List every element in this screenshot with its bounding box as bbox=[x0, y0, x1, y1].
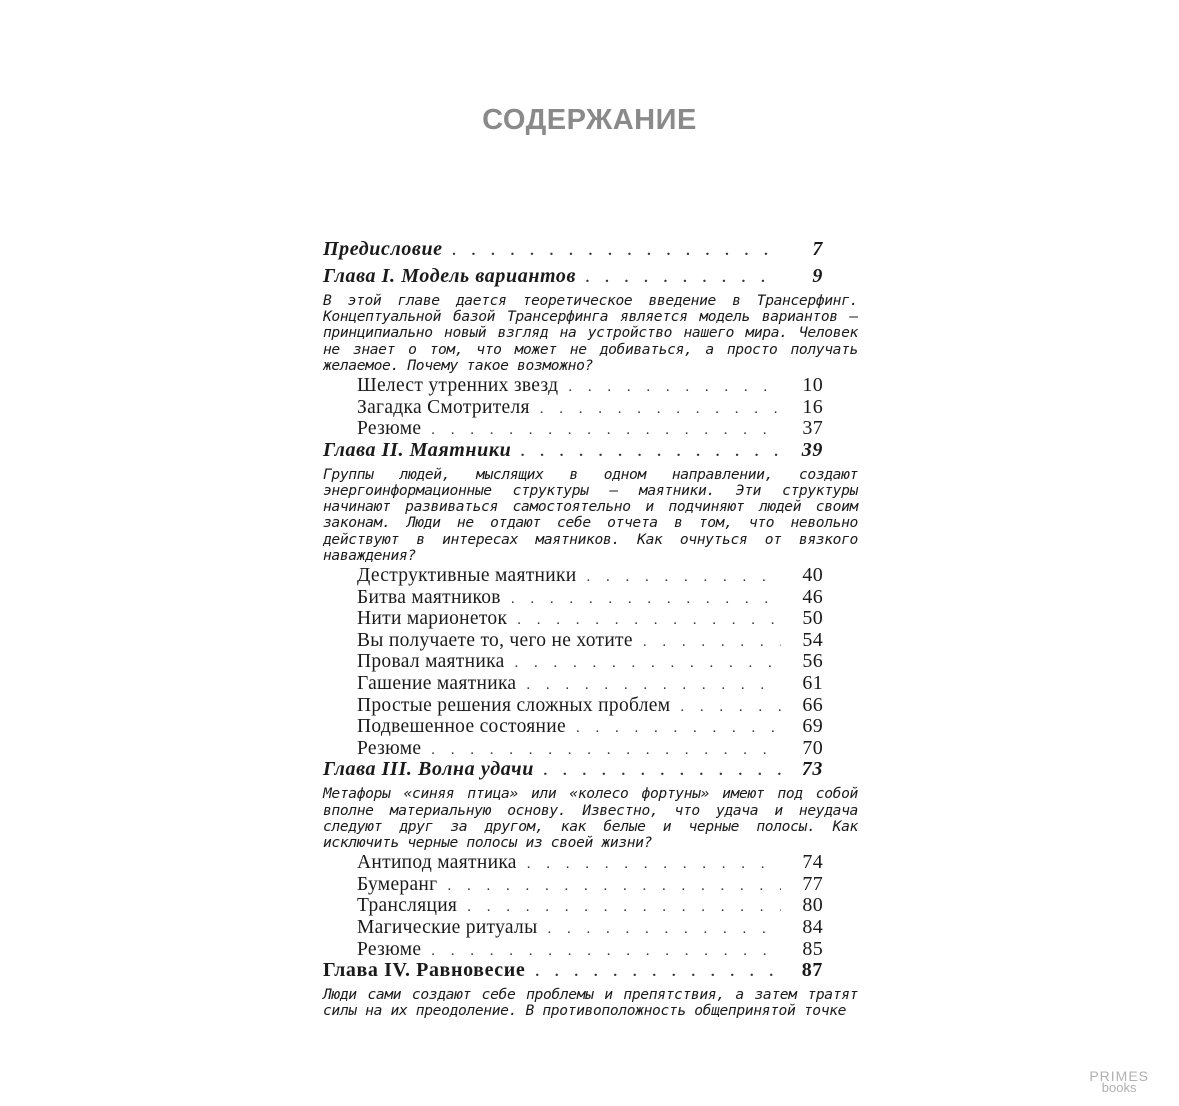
toc-page-number: 84 bbox=[802, 915, 823, 938]
toc-page-number: 73 bbox=[801, 758, 823, 781]
toc-entry-label: Нити марионеток bbox=[357, 608, 508, 630]
toc-entry-label: Резюме bbox=[357, 938, 422, 960]
toc-page-number: 66 bbox=[802, 693, 823, 716]
toc-entry-label: Загадка Смотрителя bbox=[357, 396, 530, 418]
dot-leader bbox=[447, 878, 781, 895]
dot-leader bbox=[431, 422, 781, 439]
toc-page-number: 61 bbox=[802, 671, 823, 694]
toc-entry-label: Магические ритуалы bbox=[357, 916, 538, 938]
toc-entry-label: Трансляция bbox=[357, 895, 458, 917]
watermark-logo bbox=[1089, 1070, 1149, 1094]
dot-leader bbox=[467, 899, 781, 916]
dot-leader bbox=[453, 243, 781, 260]
toc-entry-label: Глава IV. Равновесие bbox=[323, 959, 526, 982]
toc-entry-section[interactable] bbox=[323, 873, 823, 895]
toc-entry-label: Бумеранг bbox=[357, 873, 438, 895]
dot-leader bbox=[586, 270, 781, 287]
dot-leader bbox=[517, 612, 781, 629]
toc-page-number: 10 bbox=[802, 374, 823, 397]
dot-leader bbox=[511, 591, 781, 608]
table-of-contents bbox=[323, 238, 858, 1020]
toc-page-number: 37 bbox=[802, 417, 823, 440]
toc-entry-section[interactable] bbox=[323, 694, 823, 716]
page-title: СОДЕРЖАНИЕ bbox=[482, 104, 697, 136]
toc-entry-section[interactable] bbox=[323, 672, 823, 694]
toc-entry-section[interactable] bbox=[323, 586, 823, 608]
dot-leader bbox=[431, 742, 781, 759]
toc-entry-chapter-1[interactable] bbox=[323, 265, 823, 292]
chapter-description: Метафоры «синяя птица» или «колесо фортуны» имеют под собой вполне материальную основу. Известно, что удача и неудача следуют друг за другом, как белые и черные полосы. Как исключить черные полосы из своей жизни? bbox=[323, 785, 858, 851]
toc-entry-chapter-3[interactable] bbox=[323, 758, 823, 785]
toc-entry-chapter-2[interactable] bbox=[323, 439, 823, 466]
toc-page-number: 9 bbox=[812, 265, 823, 287]
toc-page-number: 39 bbox=[801, 438, 823, 461]
toc-entry-label: Провал маятника bbox=[357, 651, 505, 673]
toc-page-number: 46 bbox=[802, 585, 823, 608]
dot-leader bbox=[521, 444, 781, 461]
toc-entry-section[interactable] bbox=[323, 715, 823, 737]
toc-page-number: 80 bbox=[802, 894, 823, 917]
toc-entry-section[interactable] bbox=[323, 938, 823, 960]
toc-entry-label: Деструктивные маятники bbox=[357, 565, 577, 587]
toc-entry-section[interactable] bbox=[323, 629, 823, 651]
toc-page-number: 54 bbox=[802, 628, 823, 651]
toc-entry-label: Гашение маятника bbox=[357, 672, 517, 694]
toc-page-number: 77 bbox=[802, 872, 823, 895]
dot-leader bbox=[680, 699, 781, 716]
toc-entry-section[interactable] bbox=[323, 737, 823, 759]
toc-entry-chapter-4[interactable] bbox=[323, 959, 823, 986]
dot-leader bbox=[544, 763, 781, 780]
toc-page-number: 74 bbox=[802, 851, 823, 874]
toc-entry-section[interactable] bbox=[323, 607, 823, 629]
toc-page-number: 16 bbox=[802, 395, 823, 418]
toc-entry-section[interactable] bbox=[323, 851, 823, 873]
dot-leader bbox=[568, 379, 781, 396]
toc-page-number: 87 bbox=[801, 959, 823, 982]
toc-entry-label: Предисловие bbox=[323, 238, 443, 260]
toc-entry-section[interactable] bbox=[323, 374, 823, 396]
dot-leader bbox=[535, 964, 781, 981]
dot-leader bbox=[515, 655, 781, 672]
toc-entry-section[interactable] bbox=[323, 417, 823, 439]
toc-page-number: 7 bbox=[812, 238, 823, 260]
chapter-description: Группы людей, мыслящих в одном направлении, создают энергоинформационные структуры — маятники. Эти структуры начинают развиваться самостоятельно и подчиняют людей своим законам. Люди не отдают себе отчета в том, что невольно действуют в интересах маятников. Как очнуться от вязкого наваждения? bbox=[323, 465, 858, 564]
toc-entry-section[interactable] bbox=[323, 564, 823, 586]
toc-entry-label: Глава I. Модель вариантов bbox=[323, 265, 577, 287]
toc-entry-label: Глава II. Маятники bbox=[323, 438, 512, 461]
dot-leader bbox=[527, 856, 781, 873]
toc-page-number: 40 bbox=[802, 564, 823, 587]
toc-entry-label: Вы получаете то, чего не хотите bbox=[357, 629, 633, 651]
toc-page-number: 50 bbox=[802, 607, 823, 630]
toc-page-number: 70 bbox=[802, 736, 823, 759]
dot-leader bbox=[431, 943, 781, 960]
toc-entry-section[interactable] bbox=[323, 894, 823, 916]
toc-entry-section[interactable] bbox=[323, 916, 823, 938]
toc-entry-label: Резюме bbox=[357, 737, 422, 759]
toc-entry-label: Подвешенное состояние bbox=[357, 716, 566, 738]
toc-entry-label: Антипод маятника bbox=[357, 852, 517, 874]
dot-leader bbox=[526, 677, 781, 694]
toc-page-number: 56 bbox=[802, 650, 823, 673]
toc-entry-label: Резюме bbox=[357, 418, 422, 440]
dot-leader bbox=[547, 921, 781, 938]
dot-leader bbox=[587, 569, 781, 586]
toc-entry-label: Битва маятников bbox=[357, 586, 501, 608]
chapter-description: Люди сами создают себе проблемы и препятствия, а затем тратят силы на их преодоление. В противоположность общепринятой точке bbox=[323, 986, 858, 1020]
toc-entry-label: Шелест утренних звезд bbox=[357, 375, 559, 397]
dot-leader bbox=[643, 634, 781, 651]
dot-leader bbox=[540, 401, 781, 418]
toc-page-number: 85 bbox=[802, 937, 823, 960]
chapter-description: В этой главе дается теоретическое введение в Трансерфинг. Концептуальной базой Трансерфинга является модель вариантов — принципиально новый взгляд на устройство нашего мира. Человек не знает о том, что может не добиваться, а просто получать желаемое. Почему такое возможно? bbox=[323, 292, 858, 374]
toc-entry-section[interactable] bbox=[323, 396, 823, 418]
toc-entry-label: Глава III. Волна удачи bbox=[323, 758, 534, 781]
toc-page-number: 69 bbox=[802, 715, 823, 738]
toc-entry-label: Простые решения сложных проблем bbox=[357, 694, 671, 716]
watermark-line-2: books bbox=[1101, 1080, 1137, 1095]
watermark-line-1: PRIMES bbox=[1089, 1068, 1149, 1084]
toc-entry-section[interactable] bbox=[323, 650, 823, 672]
toc-entry-preface[interactable] bbox=[323, 238, 823, 265]
dot-leader bbox=[576, 720, 781, 737]
